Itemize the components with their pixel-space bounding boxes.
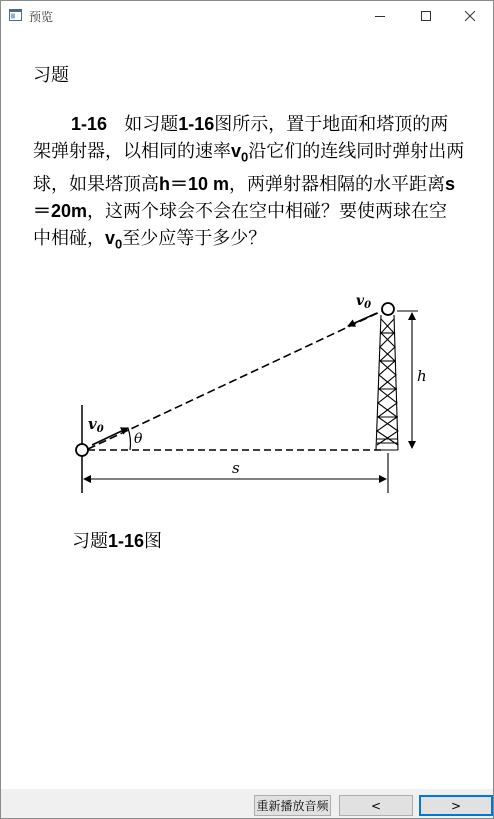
close-button[interactable] (447, 1, 493, 31)
velocity-subscript: 0 (241, 149, 249, 165)
content-area (0, 31, 494, 789)
theta-label: θ (134, 431, 143, 447)
caption-prefix: 习题 (72, 531, 108, 552)
page-heading: 习题 (33, 65, 69, 86)
figure-caption (72, 527, 162, 553)
minimize-icon (375, 11, 385, 21)
problem-text-part3: 沿它们的连线同时弹射出两球，如果塔顶高 (33, 141, 465, 195)
problem-text-part2: 图所示，置于地面和塔顶的两架弹射器，以相同的速率 (33, 114, 449, 162)
close-icon (465, 11, 475, 21)
problem-number: 1-16 (71, 114, 108, 134)
problem-text-part5: ，这两个球会不会在空中相碰？要使两球在空中相碰， (33, 200, 448, 249)
distance-label: s (232, 459, 240, 477)
v0-arrow-top (348, 313, 377, 326)
replay-audio-button[interactable]: 重新播放音频 (254, 795, 331, 816)
minimize-button[interactable] (357, 1, 403, 31)
window-title: 预览 (29, 10, 54, 24)
figure-reference: 1-16 (178, 114, 215, 134)
title-bar (1, 1, 493, 31)
maximize-icon (421, 11, 431, 21)
line-of-sight (88, 311, 382, 449)
velocity-symbol-2: v (105, 227, 116, 248)
chevron-right-icon: > (450, 798, 462, 813)
preview-app-icon (9, 9, 22, 21)
velocity-subscript-2: 0 (115, 236, 123, 252)
tower-launcher (382, 303, 394, 315)
problem-text-part6: 至少应等于多少？ (122, 227, 267, 249)
previous-button[interactable] (339, 795, 413, 816)
chevron-left-icon: < (370, 798, 382, 813)
problem-text (33, 111, 465, 257)
v0-label-top: $v_0$ (356, 293, 372, 311)
height-expression: h＝10 m (159, 173, 230, 194)
problem-figure (72, 293, 427, 508)
velocity-symbol: v (231, 141, 242, 161)
problem-text-part1: 如习题 (124, 114, 179, 135)
theta-arc (128, 428, 130, 450)
maximize-button[interactable] (403, 1, 449, 31)
caption-number: 1-16 (108, 531, 145, 551)
height-label: h (417, 367, 427, 385)
distance-expression: s＝20m (33, 173, 456, 221)
v0-label-left: $v_0$ (88, 415, 104, 435)
next-button[interactable] (419, 795, 493, 816)
ground-launcher (76, 444, 88, 456)
button-bar (1, 789, 493, 818)
problem-text-part4: ，两弹射器相隔的水平距离 (229, 173, 446, 195)
caption-suffix: 图 (144, 531, 163, 552)
tower (376, 315, 398, 450)
